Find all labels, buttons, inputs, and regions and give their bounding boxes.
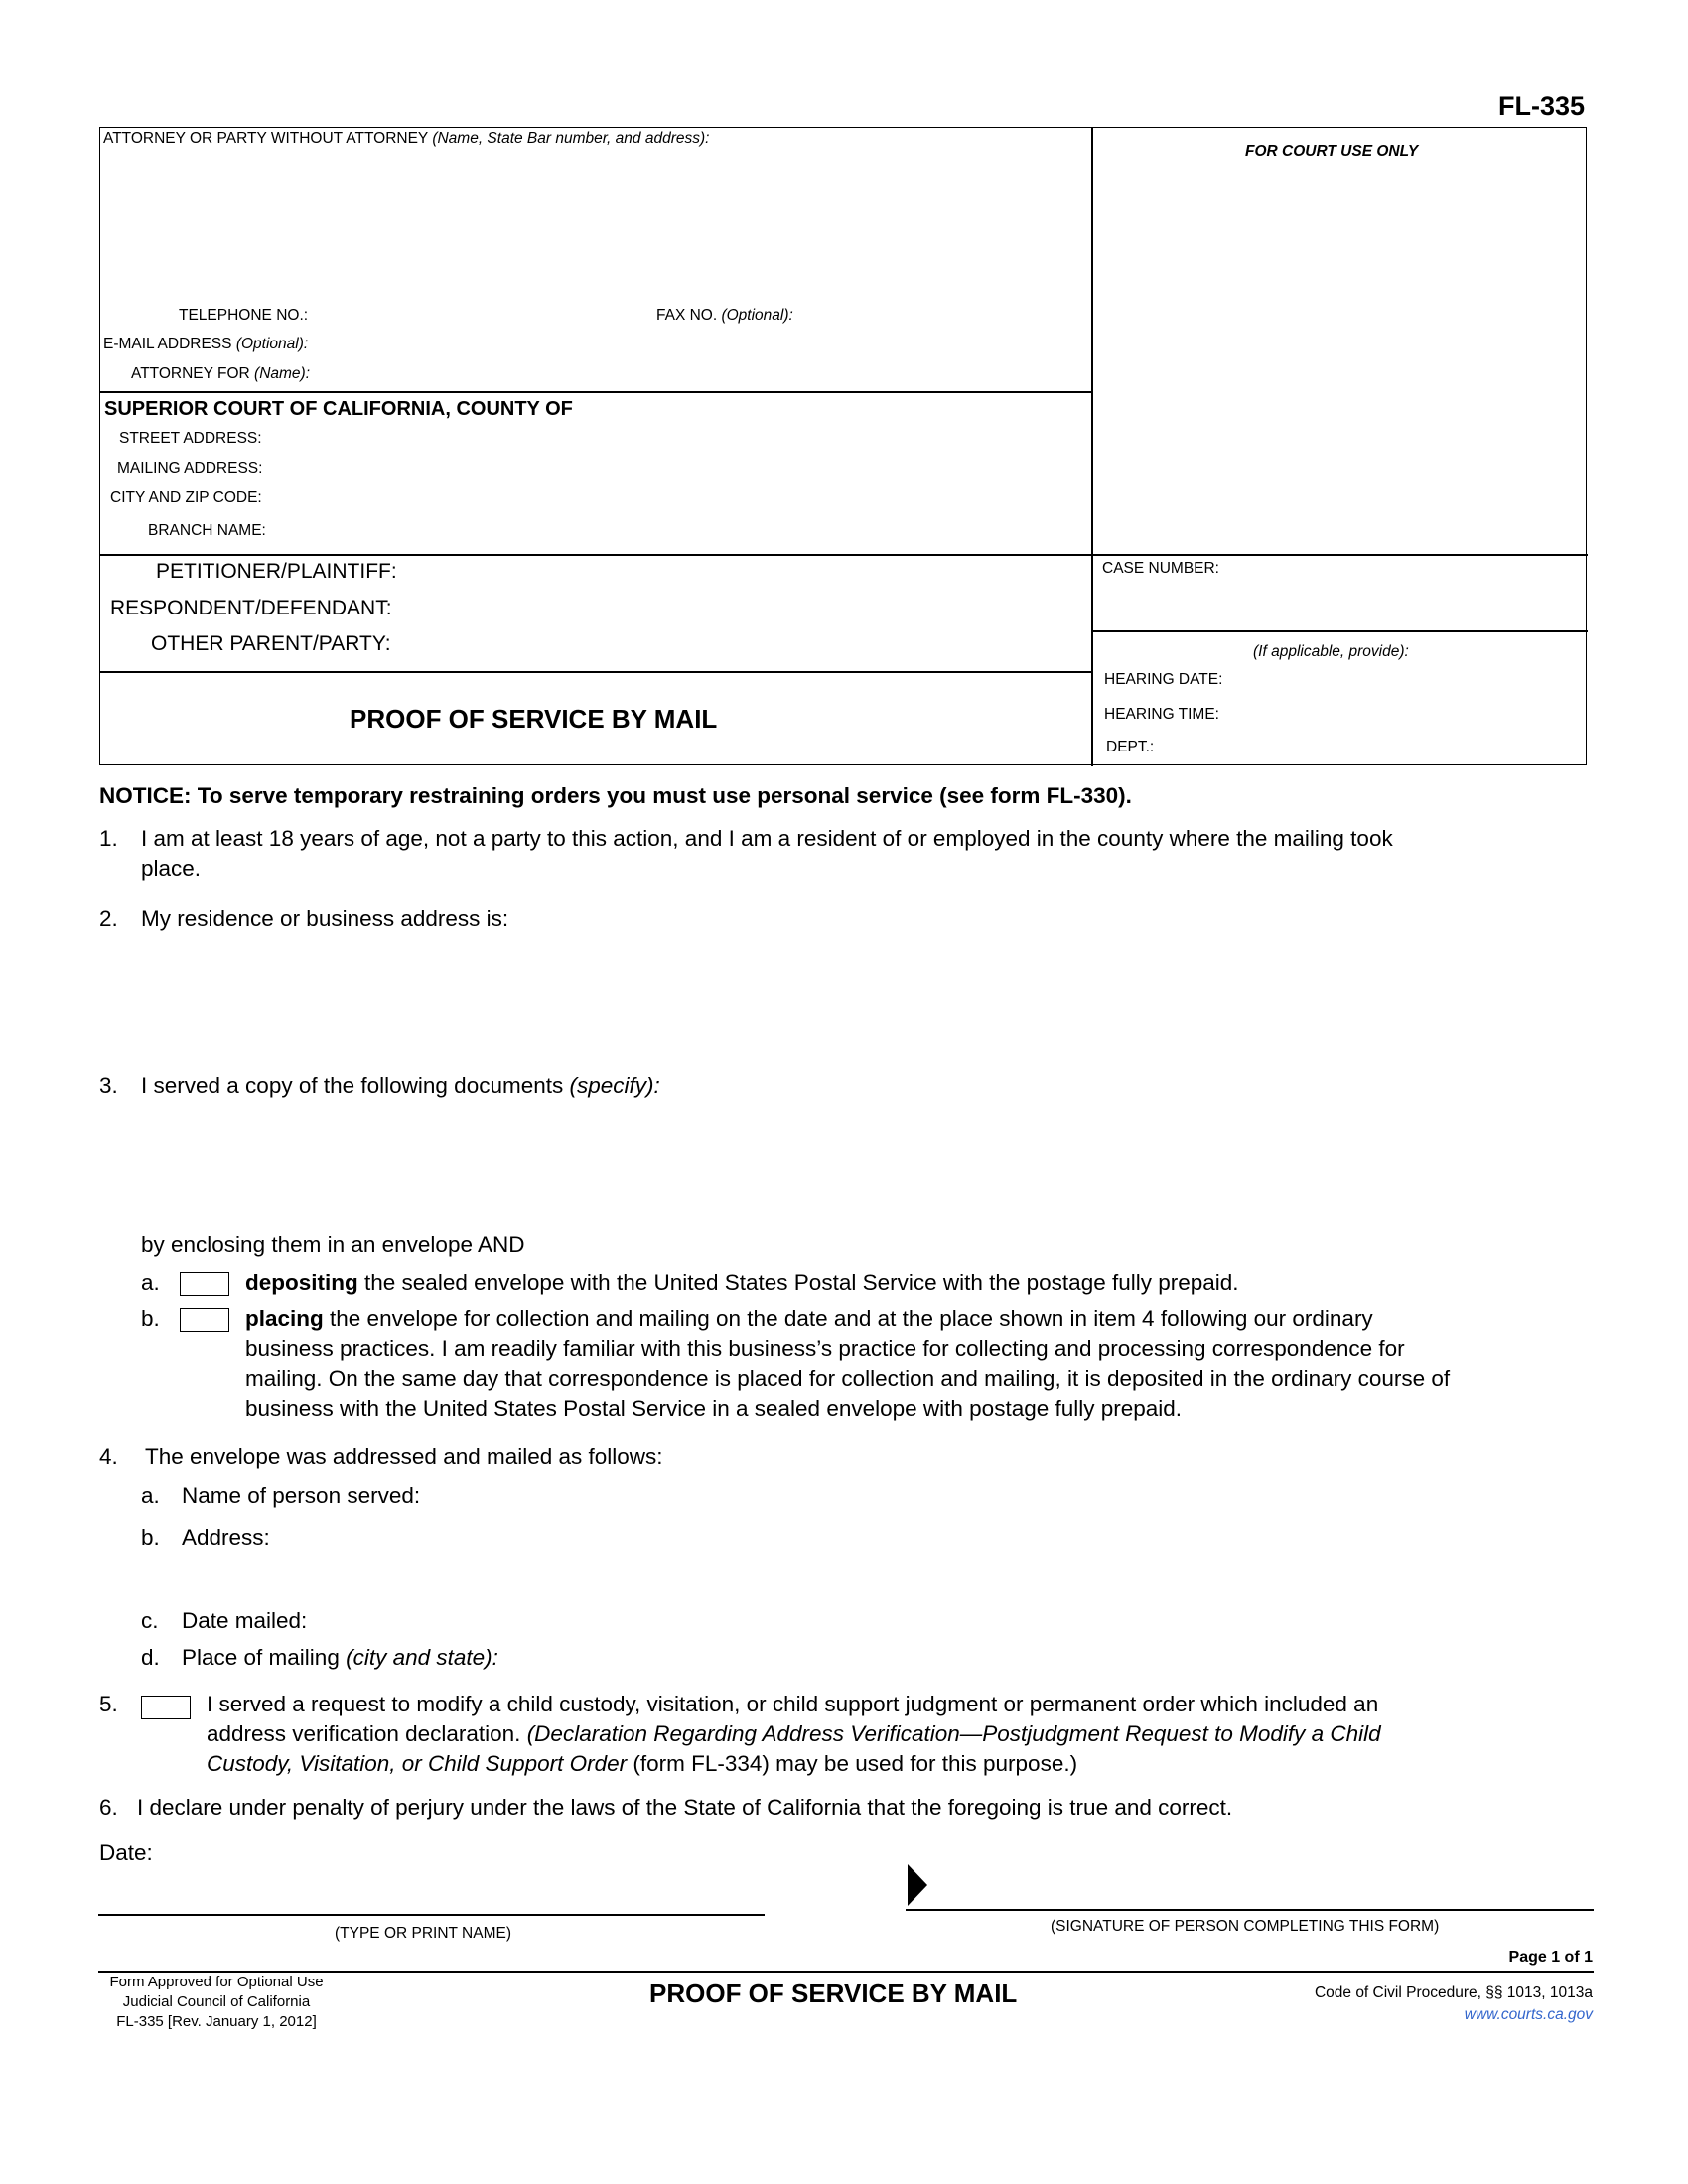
placing-checkbox[interactable] (180, 1308, 229, 1332)
notice: NOTICE: To serve temporary restraining orders you must use personal service (see form FL-330). (99, 783, 1132, 808)
form-number: FL-335 (1497, 91, 1585, 121)
code-reference: Code of Civil Procedure, §§ 1013, 1013a (1314, 1984, 1593, 2001)
signature-line[interactable] (906, 1909, 1594, 1911)
item-2-text: My residence or business address is: (141, 906, 509, 931)
item-3-number: 3. (99, 1073, 118, 1098)
address-verification-checkbox[interactable] (141, 1696, 191, 1719)
item-2-number: 2. (99, 906, 118, 931)
street-address-label: STREET ADDRESS: (119, 430, 262, 447)
signature-arrow-icon (906, 1862, 929, 1908)
name-served-label: Name of person served: (182, 1483, 421, 1508)
courts-website-link[interactable]: www.courts.ca.gov (1464, 2006, 1593, 2023)
item-4-number: 4. (99, 1444, 118, 1469)
city-zip-label: CITY AND ZIP CODE: (110, 489, 262, 506)
branch-name-label: BRANCH NAME: (148, 522, 266, 539)
item-3a-text: depositing the sealed envelope with the United States Postal Service with the postage fully prepaid. (245, 1270, 1239, 1295)
page-indicator: Page 1 of 1 (1508, 1949, 1593, 1966)
item-5-number: 5. (99, 1692, 118, 1716)
caption-box (99, 127, 1587, 765)
form-title: PROOF OF SERVICE BY MAIL (350, 704, 718, 734)
other-parent-label: OTHER PARENT/PARTY: (151, 632, 391, 655)
item-1-number: 1. (99, 826, 118, 851)
item-4-text: The envelope was addressed and mailed as follows: (145, 1444, 663, 1469)
telephone-label: TELEPHONE NO.: (179, 307, 309, 324)
address-label: Address: (182, 1525, 270, 1550)
mailing-address-label: MAILING ADDRESS: (117, 460, 263, 477)
item-3b-text: placing the envelope for collection and mailing on the date and at the place shown in item 4 following our ordinary business practices. I am readily familiar with this business’s practice for collecting and processing correspondence for mailing. On the same day that correspondence is placed for collection and mailing, it is deposited in the ordinary course of business with the United States Postal Service in a sealed envelope with postage fully prepaid. (245, 1306, 1451, 1421)
item-3a-letter: a. (141, 1270, 160, 1295)
item-4a-letter: a. (141, 1483, 160, 1508)
court-use-only-label: FOR COURT USE ONLY (1245, 143, 1419, 160)
enclosing-text: by enclosing them in an envelope AND (141, 1232, 525, 1257)
place-of-mailing-label: Place of mailing (city and state): (182, 1645, 498, 1670)
attorney-label: ATTORNEY OR PARTY WITHOUT ATTORNEY (Name, State Bar number, and address): (103, 130, 710, 147)
item-6-text: I declare under penalty of perjury under the laws of the State of California that the foregoing is true and correct. (137, 1795, 1233, 1820)
item-5-text: I served a request to modify a child custody, visitation, or child support judgment or permanent order which included an address verification declaration. (Declaration Regarding Address Verification—Postjudgment Request to Modify a Child Custody, Visitation, or Child Support Order (form FL-334) may be used for this purpose.) (207, 1692, 1381, 1776)
petitioner-label: PETITIONER/PLAINTIFF: (156, 560, 397, 583)
item-3-text: I served a copy of the following documents (specify): (141, 1073, 660, 1098)
hearing-time-label: HEARING TIME: (1104, 706, 1219, 723)
case-number-label: CASE NUMBER: (1102, 560, 1219, 577)
email-label: E-MAIL ADDRESS (Optional): (103, 336, 309, 352)
attorney-for-label: ATTORNEY FOR (Name): (131, 365, 311, 382)
fax-label: FAX NO. (Optional): (656, 307, 793, 324)
item-6-number: 6. (99, 1795, 118, 1820)
item-3b-letter: b. (141, 1306, 160, 1331)
if-applicable-note: (If applicable, provide): (1253, 643, 1409, 660)
date-mailed-label: Date mailed: (182, 1608, 308, 1633)
signature-caption: (SIGNATURE OF PERSON COMPLETING THIS FORM) (1051, 1918, 1440, 1935)
item-4c-letter: c. (141, 1608, 159, 1633)
dept-label: DEPT.: (1106, 739, 1155, 755)
item-4b-letter: b. (141, 1525, 160, 1550)
print-name-caption: (TYPE OR PRINT NAME) (335, 1925, 511, 1942)
depositing-checkbox[interactable] (180, 1272, 229, 1296)
hearing-date-label: HEARING DATE: (1104, 671, 1223, 688)
respondent-label: RESPONDENT/DEFENDANT: (110, 597, 392, 619)
item-1-text: I am at least 18 years of age, not a party to this action, and I am a resident of or employed in the county where the mailing took place. (141, 826, 1393, 881)
court-title: SUPERIOR COURT OF CALIFORNIA, COUNTY OF (104, 398, 573, 420)
print-name-line[interactable] (98, 1914, 765, 1916)
date-label: Date: (99, 1841, 153, 1865)
footer-title: PROOF OF SERVICE BY MAIL (649, 1979, 1018, 2008)
approval-block: Form Approved for Optional Use Judicial Council of California FL-335 [Rev. January 1, 2012] (109, 1974, 324, 2030)
item-4d-letter: d. (141, 1645, 160, 1670)
